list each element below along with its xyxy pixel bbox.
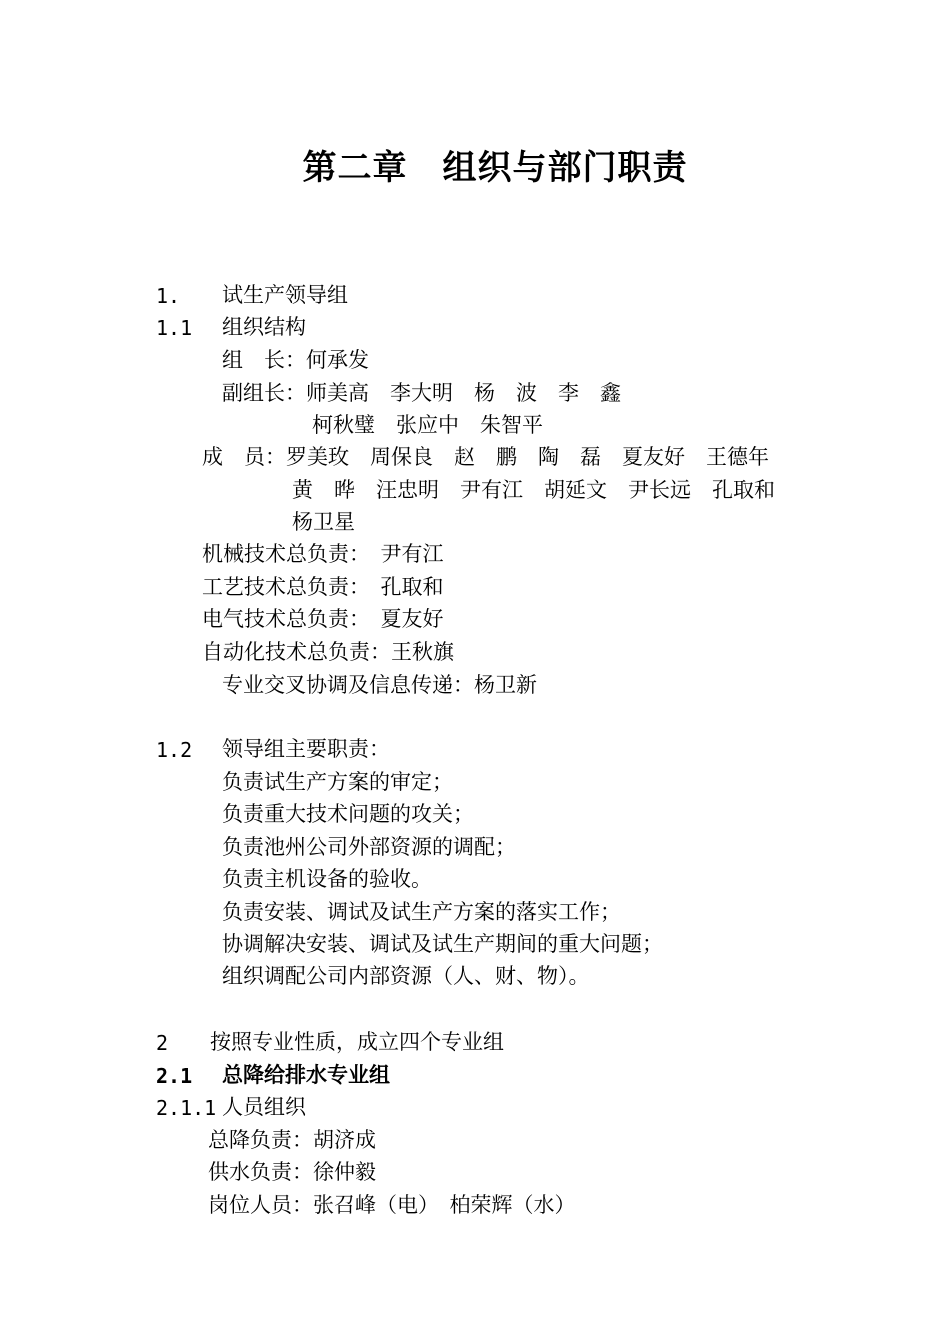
section-heading: 领导组主要职责： (222, 737, 390, 761)
org-proc-lead: 工艺技术总负责： 孔取和 (202, 575, 444, 599)
org-members: 黄 晔 汪忠明 尹有江 胡延文 尹长远 孔取和 (292, 478, 775, 502)
org-auto-lead: 自动化技术总负责：王秋旗 (202, 640, 454, 664)
section-heading: 总降给排水专业组 (222, 1062, 390, 1087)
section-number: 2.1 (156, 1064, 193, 1088)
section-number: 2.1.1 (156, 1096, 217, 1120)
section-heading: 按照专业性质，成立四个专业组 (210, 1030, 504, 1054)
org-members: 杨卫星 (292, 510, 355, 534)
staff-water-lead: 供水负责：徐仲毅 (208, 1160, 376, 1184)
section-number: 2 (156, 1031, 169, 1055)
org-deputy: 副组长：师美高 李大明 杨 波 李 鑫 (222, 381, 621, 405)
org-elec-lead: 电气技术总负责： 夏友好 (202, 607, 444, 631)
chapter-title: 第二章 组织与部门职责 (302, 148, 688, 188)
org-leader: 组 长：何承发 (222, 348, 369, 372)
duty-item: 协调解决安装、调试及试生产期间的重大问题； (222, 932, 663, 956)
section-heading: 试生产领导组 (222, 283, 348, 307)
staff-post-members: 岗位人员：张召峰（电） 柏荣辉（水） (208, 1193, 576, 1217)
duty-item: 负责安装、调试及试生产方案的落实工作； (222, 900, 621, 924)
section-number: 1.2 (156, 738, 193, 762)
section-number: 1.1 (156, 316, 193, 340)
duty-item: 负责试生产方案的审定； (222, 770, 453, 794)
org-mech-lead: 机械技术总负责： 尹有江 (202, 542, 444, 566)
duty-item: 组织调配公司内部资源（人、财、物）。 (222, 964, 590, 988)
duty-item: 负责池州公司外部资源的调配； (222, 835, 516, 859)
section-number: 1. (156, 284, 181, 308)
duty-item: 负责主机设备的验收。 (222, 867, 432, 891)
org-coordination: 专业交叉协调及信息传递：杨卫新 (222, 673, 537, 697)
org-members: 成 员：罗美玫 周保良 赵 鹏 陶 磊 夏友好 王德年 (202, 445, 769, 469)
section-heading: 组织结构 (222, 315, 306, 339)
section-heading: 人员组织 (222, 1095, 306, 1119)
org-deputy: 柯秋璧 张应中 朱智平 (312, 413, 543, 437)
staff-substation-lead: 总降负责：胡济成 (208, 1128, 376, 1152)
duty-item: 负责重大技术问题的攻关； (222, 802, 474, 826)
